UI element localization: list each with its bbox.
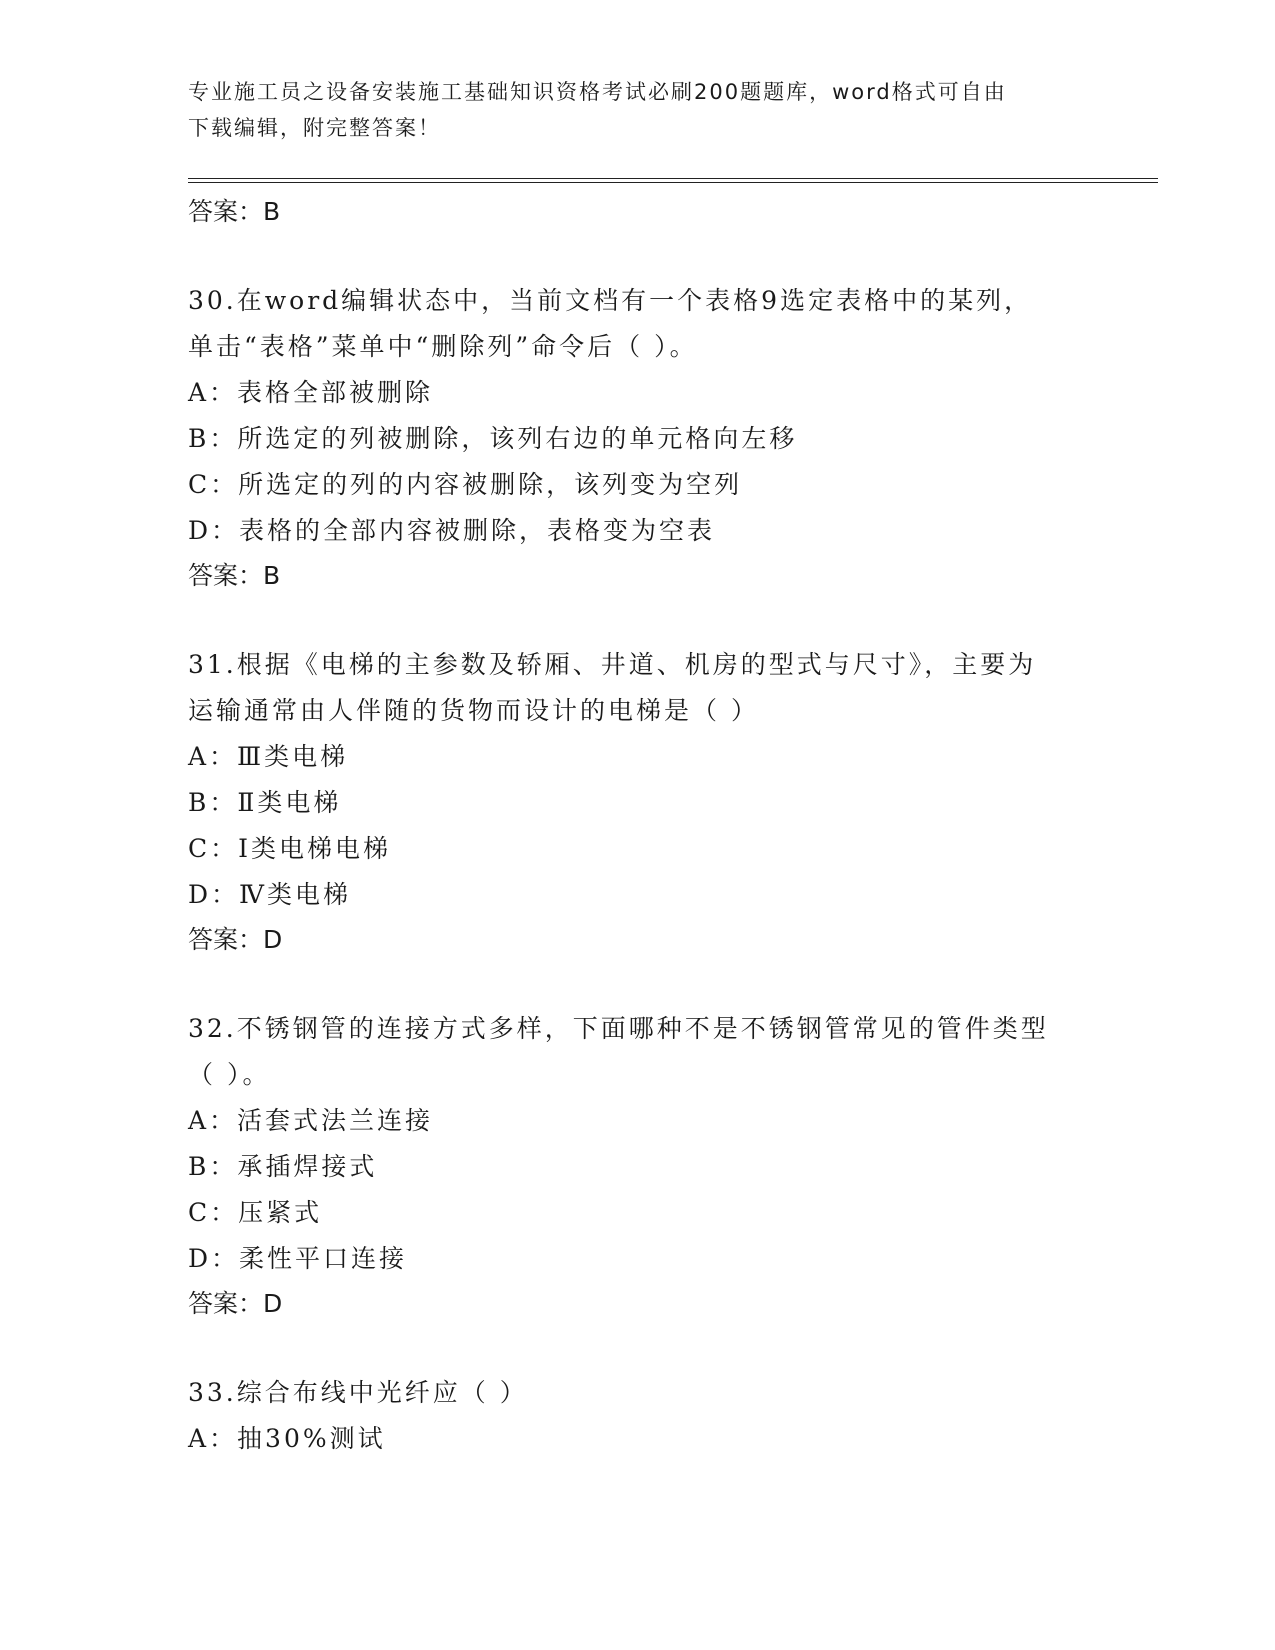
- option-a: A：Ⅲ类电梯: [188, 742, 349, 771]
- question-block: [188, 1370, 1088, 1462]
- option-d: D：Ⅳ类电梯: [188, 880, 352, 909]
- option-b: B：Ⅱ类电梯: [188, 788, 342, 817]
- document-header: [188, 74, 1078, 146]
- question-text: 运输通常由人伴随的货物而设计的电梯是（ ）: [188, 696, 759, 725]
- option-c: C：压紧式: [188, 1198, 323, 1227]
- option-d: D：柔性平口连接: [188, 1244, 408, 1273]
- answer-line: 答案：B: [188, 197, 281, 226]
- option-a: A：表格全部被删除: [188, 378, 434, 407]
- spacer: [188, 1326, 1088, 1370]
- question-text: 31.根据《电梯的主参数及轿厢、井道、机房的型式与尺寸》，主要为: [188, 650, 1037, 679]
- option-b: B：承插焊接式: [188, 1152, 378, 1181]
- question-text: 32.不锈钢管的连接方式多样，下面哪种不是不锈钢管常见的管件类型: [188, 1014, 1049, 1043]
- question-block: [188, 642, 1088, 962]
- option-d: D：表格的全部内容被删除，表格变为空表: [188, 516, 716, 545]
- answer-line: 答案：D: [188, 925, 283, 954]
- question-text: 单击“表格”菜单中“删除列”命令后（ ）。: [188, 332, 698, 361]
- question-text: （ ）。: [188, 1060, 271, 1089]
- header-line-2: 下载编辑，附完整答案！: [188, 116, 441, 140]
- option-a: A：抽30%测试: [188, 1424, 386, 1453]
- question-list: [188, 190, 1088, 1462]
- spacer: [188, 234, 1088, 278]
- header-divider: [188, 178, 1158, 183]
- option-b: B：所选定的列被删除，该列右边的单元格向左移: [188, 424, 798, 453]
- option-c: C：所选定的列的内容被删除，该列变为空列: [188, 470, 743, 499]
- option-a: A：活套式法兰连接: [188, 1106, 434, 1135]
- option-c: C：Ⅰ类电梯电梯: [188, 834, 392, 863]
- answer-line: 答案：D: [188, 1289, 283, 1318]
- question-block: [188, 278, 1088, 598]
- question-block: [188, 1006, 1088, 1326]
- spacer: [188, 962, 1088, 1006]
- question-text: 30.在word编辑状态中，当前文档有一个表格9选定表格中的某列，: [188, 286, 1033, 315]
- spacer: [188, 598, 1088, 642]
- answer-line: 答案：B: [188, 561, 281, 590]
- header-line-1: 专业施工员之设备安装施工基础知识资格考试必刷200题题库，word格式可自由: [188, 80, 1007, 104]
- question-text: 33.综合布线中光纤应（ ）: [188, 1378, 528, 1407]
